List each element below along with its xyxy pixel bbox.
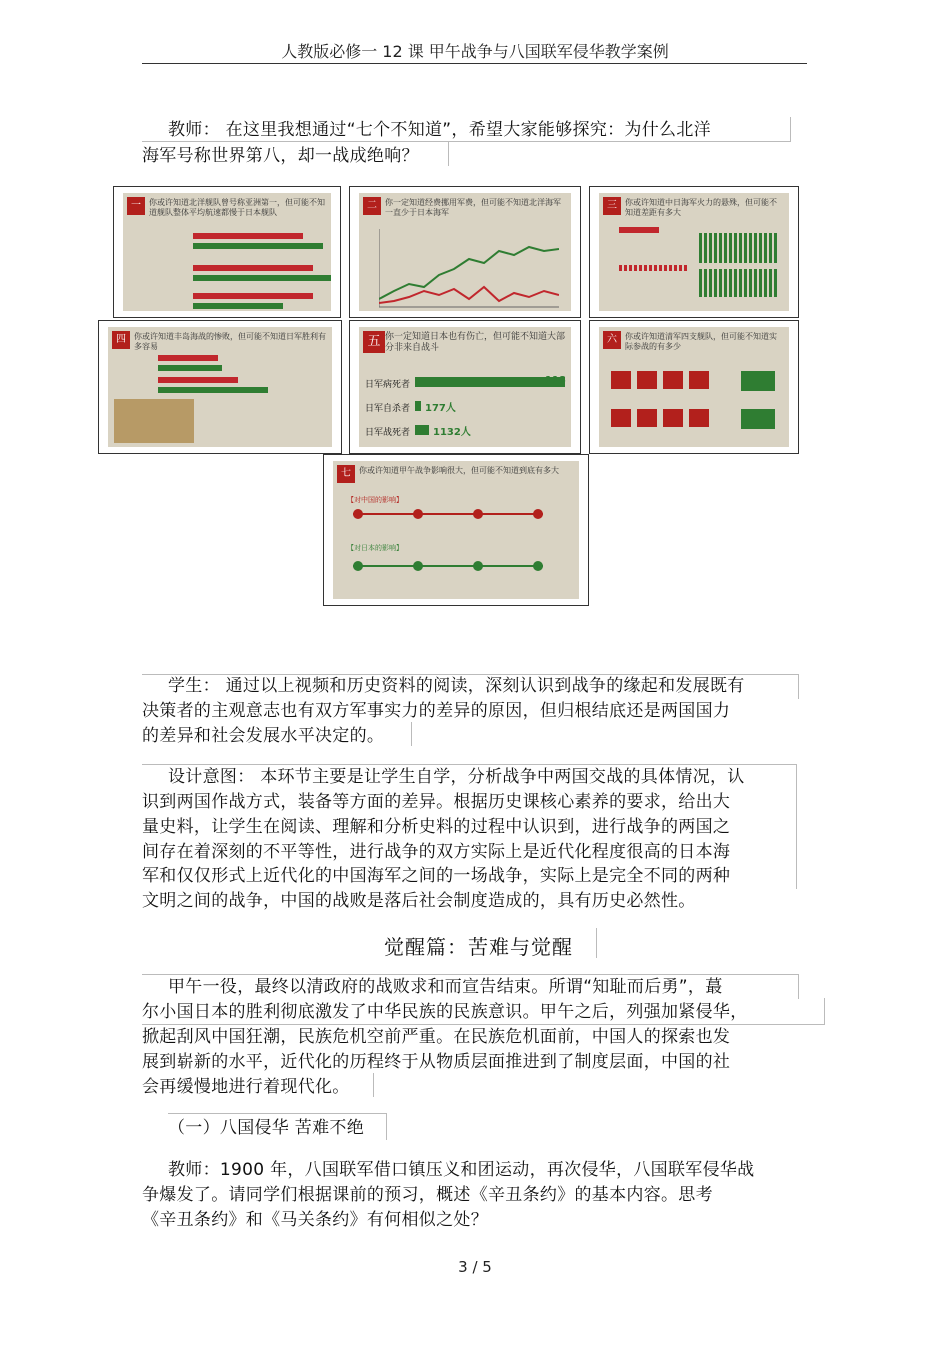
slide-5-value-3: 1132人 <box>433 427 471 438</box>
slide-4-caption: 你或许知道丰岛海战的惨败，但可能不知道日军胜利有多容易 <box>134 332 326 351</box>
slide-7-label-japan: 【对日本的影响】 <box>347 544 403 552</box>
slide-4-bar-4 <box>158 387 268 393</box>
slide-6-redbox-1 <box>611 371 631 389</box>
teacher-intro-line-2: 海军号称世界第八，却一战成绝响？ <box>142 146 419 166</box>
slide-3-bar-3 <box>619 265 689 271</box>
slide-6-greenbox-1 <box>741 371 775 391</box>
slide-7-green-dot-1 <box>353 561 363 571</box>
slide-2-series-green <box>379 247 559 299</box>
design-line-4: 间存在着深刻的不平等性，进行战争的双方实际上是近代化程度很高的日本海 <box>142 842 731 862</box>
slide-1-bar-4 <box>193 275 331 281</box>
slide-7-red-line <box>353 513 543 515</box>
slide-5-bar-1 <box>415 377 565 387</box>
page-header: 人教版必修一 12 课 甲午战争与八国联军侵华教学案例 <box>281 42 669 61</box>
slide-6-redbox-2 <box>637 371 657 389</box>
slide-4-image <box>108 327 332 447</box>
slide-3-caption: 你或许知道中日海军火力的悬殊，但可能不知道差距有多大 <box>625 198 777 217</box>
slide-1-bar-5 <box>193 293 313 299</box>
slide-6-redbox-3 <box>663 371 683 389</box>
slide-3-bar-4 <box>699 269 779 297</box>
slide-7-red-dot-1 <box>353 509 363 519</box>
design-line-5: 军和仅仅形式上近代化的中国海军之间的一场战争，实际上是完全不同的两种 <box>142 866 731 886</box>
slide-1-bar-6 <box>193 303 283 309</box>
awaken-line-5: 会再缓慢地进行着现代化。 <box>142 1077 350 1097</box>
slide-thumbnail-6 <box>589 320 799 454</box>
slide-2-image <box>359 193 571 311</box>
design-line-1: 设计意图： 本环节主要是让学生自学，分析战争中两国交战的具体情况，认 <box>168 767 745 787</box>
slide-5-caption: 你一定知道日本也有伤亡，但可能不知道大部分非来自战斗 <box>385 332 566 353</box>
slide-1-image <box>123 193 331 311</box>
student-line-1: 学生： 通过以上视频和历史资料的阅读，深刻认识到战争的缘起和发展既有 <box>168 676 745 696</box>
slide-2-line-chart <box>379 229 559 309</box>
slide-thumbnail-4 <box>98 320 342 454</box>
student-line-2: 决策者的主观意志也有双方军事实力的差异的原因，但归根结底还是两国国力 <box>142 701 731 721</box>
design-line-2: 识到两国作战方式，装备等方面的差异。根据历史课核心素养的要求，给出大 <box>142 792 731 812</box>
slide-5-label-1: 日军病死者 <box>365 380 411 390</box>
design-line-3: 量史料，让学生在阅读、理解和分析史料的过程中认识到，进行战争的两国之 <box>142 817 731 837</box>
slide-7-green-dot-3 <box>473 561 483 571</box>
slide-5-label-3: 日军战死者 <box>365 428 411 438</box>
slide-1-bar-2 <box>193 243 323 249</box>
slide-3-tag: 三 <box>603 197 621 215</box>
slide-7-image <box>333 461 579 599</box>
slide-7-red-dot-2 <box>413 509 423 519</box>
section-title: 觉醒篇：苦难与觉醒 <box>384 935 573 959</box>
slide-3-image <box>599 193 789 311</box>
slide-6-greenbox-2 <box>741 409 775 429</box>
awaken-line-2: 尔小国日本的胜利彻底激发了中华民族的民族意识。甲午之后，列强加紧侵华， <box>142 1002 748 1022</box>
slide-6-redbox-6 <box>637 409 657 427</box>
slide-1-tag: 一 <box>127 197 145 215</box>
awaken-line-3: 掀起刮风中国狂潮，民族危机空前严重。在民族危机面前，中国人的探索也发 <box>142 1027 731 1047</box>
slide-7-label-china: 【对中国的影响】 <box>347 496 403 504</box>
slide-thumbnail-5 <box>349 320 581 454</box>
slide-7-green-dot-2 <box>413 561 423 571</box>
slide-thumbnail-7 <box>323 454 589 606</box>
teacher-question-line-3: 《辛丑条约》和《马关条约》有何相似之处？ <box>142 1210 488 1230</box>
subsection-title: （一）八国侵华 苦难不绝 <box>168 1118 365 1138</box>
slide-4-bar-3 <box>158 377 238 383</box>
slide-5-bar-2 <box>415 401 421 411</box>
student-box-2 <box>411 722 799 746</box>
teacher-question-line-1: 教师：1900 年，八国联军借口镇压义和团运动，再次侵华，八国联军侵华战 <box>168 1160 755 1180</box>
slide-1-caption: 你或许知道北洋舰队曾号称亚洲第一，但可能不知道舰队整体平均航速都慢于日本舰队 <box>149 198 325 217</box>
slide-6-redbox-8 <box>689 409 709 427</box>
slide-6-caption: 你或许知道清军四支舰队，但可能不知道实际参战的有多少 <box>625 332 777 351</box>
slide-5-label-2: 日军自杀者 <box>365 404 411 414</box>
slide-thumbnail-1 <box>113 186 341 318</box>
slide-7-red-dot-4 <box>533 509 543 519</box>
slide-2-caption: 你一定知道经费挪用军费，但可能不知道北洋海军一直少于日本海军 <box>385 198 561 217</box>
slide-5-value-1: 118 <box>545 375 566 386</box>
slide-7-green-line <box>353 565 543 567</box>
slide-thumbnail-2 <box>349 186 581 318</box>
design-line-6: 文明之间的战争，中国的战败是落后社会制度造成的，具有历史必然性。 <box>142 891 696 911</box>
slide-7-tag: 七 <box>337 465 355 483</box>
slide-2-tag: 二 <box>363 197 381 215</box>
slide-5-image <box>359 327 571 447</box>
teacher-question-line-2: 争爆发了。请同学们根据课前的预习，概述《辛丑条约》的基本内容。思考 <box>142 1185 713 1205</box>
header-divider <box>142 63 807 64</box>
slide-3-bar-2 <box>699 233 779 263</box>
slide-4-map <box>114 399 194 443</box>
student-line-3: 的差异和社会发展水平决定的。 <box>142 726 385 746</box>
slide-3-bar-1 <box>619 227 659 233</box>
slide-6-redbox-4 <box>689 371 709 389</box>
slide-7-green-dot-4 <box>533 561 543 571</box>
slide-4-bar-1 <box>158 355 218 361</box>
slide-7-caption: 你或许知道甲午战争影响很大，但可能不知道到底有多大 <box>359 466 559 475</box>
slide-5-bar-3 <box>415 425 429 435</box>
slide-6-redbox-5 <box>611 409 631 427</box>
slide-7-red-dot-3 <box>473 509 483 519</box>
slide-4-bar-2 <box>158 365 222 371</box>
slide-6-redbox-7 <box>663 409 683 427</box>
teacher-intro-line-1: 教师： 在这里我想通过“七个不知道”，希望大家能够探究：为什么北洋 <box>168 120 711 140</box>
slide-6-image <box>599 327 789 447</box>
slide-1-bar-3 <box>193 265 313 271</box>
slide-2-series-red <box>379 287 559 303</box>
awaken-box-3 <box>373 1073 798 1097</box>
slide-1-bar-1 <box>193 233 303 239</box>
page-number: 3 / 5 <box>458 1258 492 1276</box>
teacher-intro-box-2 <box>448 142 791 166</box>
slide-6-tag: 六 <box>603 331 621 349</box>
slide-thumbnail-3 <box>589 186 799 318</box>
slide-5-value-2: 177人 <box>425 403 456 414</box>
awaken-line-1: 甲午一役，最终以清政府的战败求和而宣告结束。所谓“知耻而后勇”，蕞 <box>168 977 723 997</box>
slide-4-tag: 四 <box>112 331 130 349</box>
awaken-line-4: 展到崭新的水平，近代化的历程终于从物质层面推进到了制度层面，中国的社 <box>142 1052 731 1072</box>
slide-5-tag: 五 <box>363 331 385 353</box>
